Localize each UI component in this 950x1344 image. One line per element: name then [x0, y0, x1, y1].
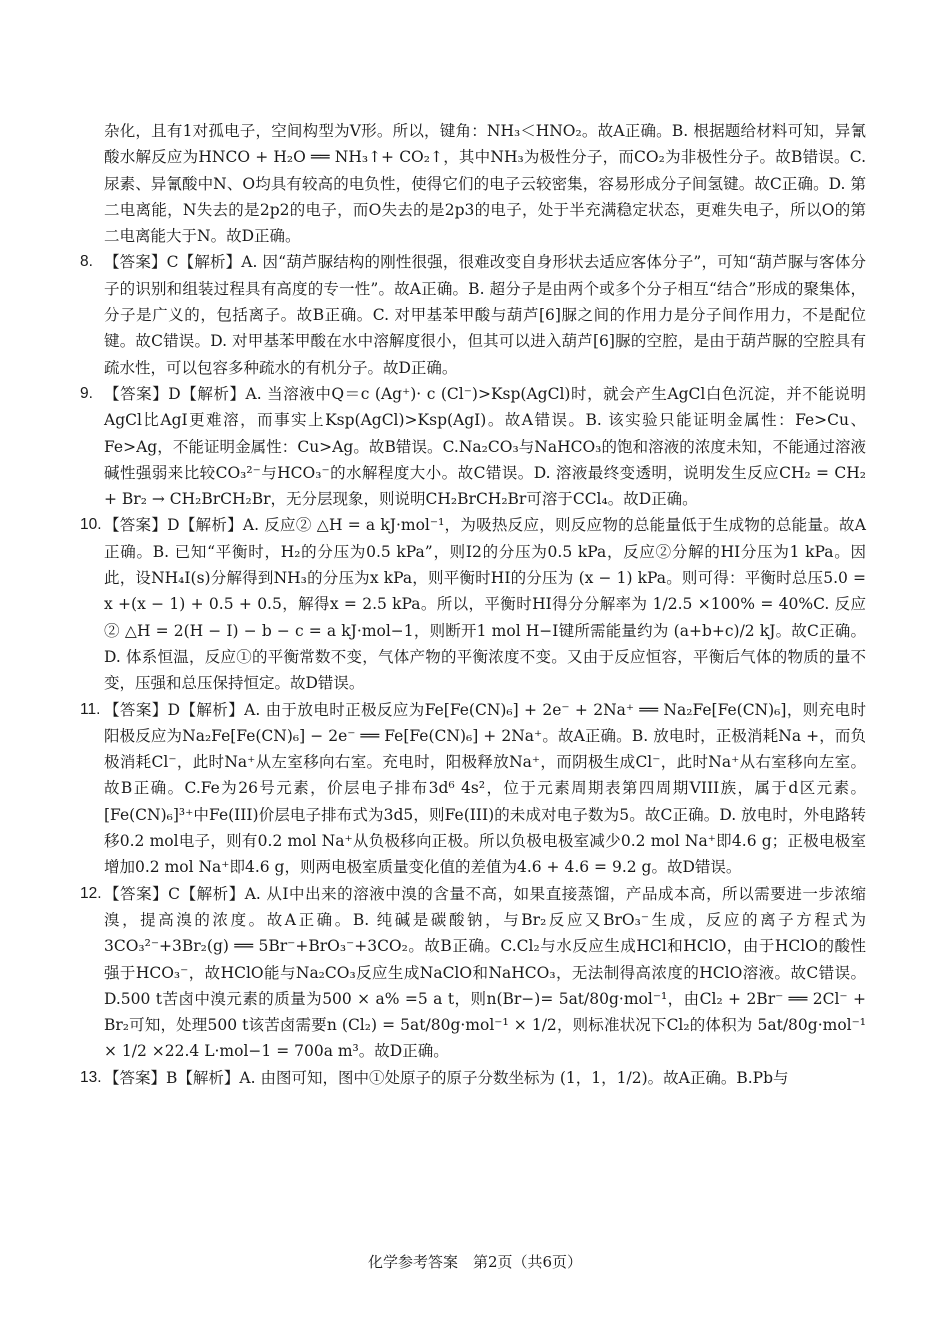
- item-number: 9.: [80, 384, 93, 402]
- answer-item-13: [80, 1065, 866, 1091]
- item-number: 11.: [80, 700, 101, 718]
- item-number: 8.: [80, 253, 93, 271]
- answer-text-body: [80, 118, 866, 1091]
- item-text: 【答案】B【解析】A. 由图可知，图中①处原子的原子分数坐标为 (1，1，1/2)。故A正确。B.Pb与: [104, 1068, 789, 1087]
- item-text: 【答案】C【解析】A. 因“葫芦脲结构的刚性很强，很难改变自身形状去适应客体分子”，可知“葫芦脲与客体分子的识别和组装过程具有高度的专一性”。故A正确。B. 超分子是由两个或多个分子相互“结合”形成的聚集体，分子是广义的，包括离子。故B正确。C. 对甲基苯甲酸与葫芦[6]脲之间的作用力是分子间作用力，不是配位键。故C错误。D. 对甲基苯甲酸在水中溶解度很小，但其可以进入葫芦[6]脲的空腔，是由于葫芦脲的空腔具有疏水性，可以包容多种疏水的有机分子。故D正确。: [104, 253, 866, 377]
- answer-item-12: [80, 881, 866, 1065]
- answer-item-11: [80, 697, 866, 881]
- item-text: 【答案】C【解析】A. 从I中出来的溶液中溴的含量不高，如果直接蒸馏，产品成本高，所以需要进一步浓缩溴，提高溴的浓度。故A正确。B. 纯碱是碳酸钠，与Br₂反应又BrO₃⁻生成，反应的离子方程式为3CO₃²⁻+3Br₂(g) ══ 5Br⁻+BrO₃⁻+3CO₂。故B正确。C.Cl₂与水反应生成HCl和HClO，由于HClO的酸性强于HCO₃⁻，故HClO能与Na₂CO₃反应生成NaClO和NaHCO₃，无法制得高浓度的HClO溶液。故C错误。D.500 t苦卤中溴元素的质量为500 × a% =5 a t，则n(Br−)= 5at/80g·mol⁻¹，由Cl₂ + 2Br⁻ ══ 2Cl⁻ + Br₂可知，处理500 t该苦卤需要n (Cl₂) = 5at/80g·mol⁻¹ × 1/2，则标准状况下Cl₂的体积为 5at/80g·mol⁻¹ × 1/2 ×22.4 L·mol−1 = 700a m³。故D正确。: [104, 884, 866, 1061]
- item-number: 10.: [80, 516, 102, 534]
- answer-item-8: [80, 249, 866, 380]
- item-text: 【答案】D【解析】A. 由于放电时正极反应为Fe[Fe(CN)₆] + 2e⁻ + 2Na⁺ ══ Na₂Fe[Fe(CN)₆]，则充电时阳极反应为Na₂Fe[Fe(CN)₆] − 2e⁻ ══ Fe[Fe(CN)₆] + 2Na⁺。故A正确。B. 放电时，正极消耗Na +，而负极消耗Cl⁻，此时Na⁺从左室移向右室。充电时，阳极释放Na⁺，而阴极生成Cl⁻，此时Na⁺从右室移向左室。故B正确。C.Fe为26号元素，价层电子排布3d⁶ 4s²，位于元素周期表第四周期VIII族，属于d区元素。[Fe(CN)₆]³⁺中Fe(III)价层电子排布式为3d5，则Fe(III)的未成对电子数为5。故C正确。D. 放电时，外电路转移0.2 mol电子，则有0.2 mol Na⁺从负极移向正极。所以负极电极室减少0.2 mol Na⁺即4.6 g；正极电极室增加0.2 mol Na⁺即4.6 g，则两电极室质量变化值的差值为4.6 + 4.6 = 9.2 g。故D错误。: [104, 700, 866, 877]
- item-number: 13.: [80, 1068, 102, 1086]
- answer-item-10: [80, 512, 866, 696]
- item-number: 12.: [80, 884, 102, 902]
- item-text: 【答案】D【解析】A. 反应② △H = a kJ·mol⁻¹，为吸热反应，则反应物的总能量低于生成物的总能量。故A正确。B. 已知“平衡时，H₂的分压为0.5 kPa”，则I2的分压为0.5 kPa，反应②分解的HI分压为1 kPa。因此，设NH₄I(s)分解得到NH₃的分压为x kPa，则平衡时HI的分压为 (x − 1) kPa。则可得：平衡时总压5.0 = x +(x − 1) + 0.5 + 0.5，解得x = 2.5 kPa。所以，平衡时HI得分分解率为 1/2.5 ×100% = 40%C. 反应② △H = 2(H − I) − b − c = a kJ·mol−1，则断开1 mol H−I键所需能量约为 (a+b+c)/2 kJ。故C正确。D. 体系恒温，反应①的平衡常数不变，气体产物的平衡浓度不变。又由于反应恒容，平衡后气体的物质的量不变，压强和总压保持恒定。故D错误。: [104, 516, 866, 693]
- page-footer: 化学参考答案 第2页（共6页）: [367, 1253, 583, 1271]
- item-text: 【答案】D【解析】A. 当溶液中Q＝c (Ag⁺)· c (Cl⁻)>Ksp(AgCl)时，就会产生AgCl白色沉淀，并不能说明AgCl比AgI更难溶，而事实上Ksp(AgCl)>Ksp(AgI)。故A错误。B. 该实验只能证明金属性：Fe>Cu、Fe>Ag，不能证明金属性：Cu>Ag。故B错误。C.Na₂CO₃与NaHCO₃的饱和溶液的浓度未知，不能通过溶液碱性强弱来比较CO₃²⁻与HCO₃⁻的水解程度大小。故C错误。D. 溶液最终变透明，说明发生反应CH₂ = CH₂ + Br₂ → CH₂BrCH₂Br，无分层现象，则说明CH₂BrCH₂Br可溶于CCl₄。故D正确。: [104, 384, 866, 509]
- answer-item-9: [80, 381, 866, 512]
- continuation-paragraph: 杂化，且有1对孤电子，空间构型为V形。所以，键角：NH₃＜HNO₂。故A正确。B. 根据题给材料可知，异氰酸水解反应为HNCO + H₂O ══ NH₃↑+ CO₂↑，其中NH₃为极性分子，而CO₂为非极性分子。故B错误。C. 尿素、异氰酸中N、O均具有较高的电负性，使得它们的电子云较密集，容易形成分子间氢键。故C正确。D. 第二电离能，N失去的是2p2的电子，而O失去的是2p3的电子，处于半充满稳定状态，更难失电子，所以O的第二电离能大于N。故D正确。: [104, 122, 866, 246]
